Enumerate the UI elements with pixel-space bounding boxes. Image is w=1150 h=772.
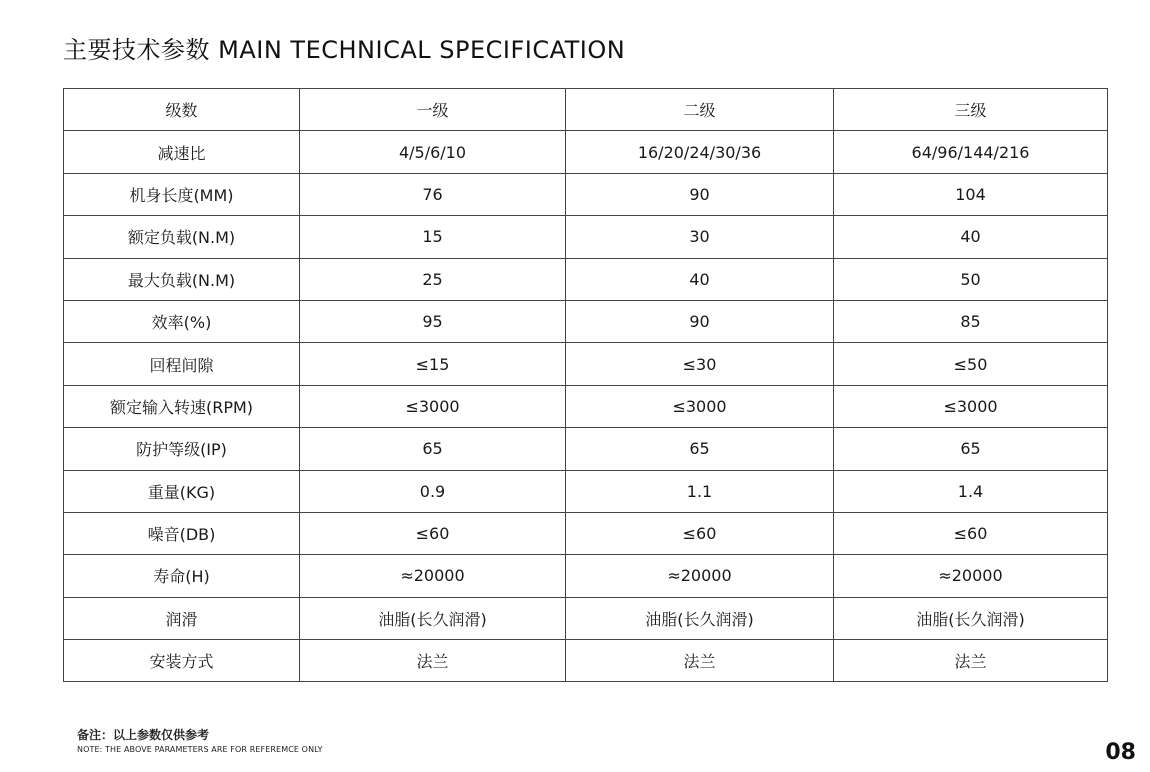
row-label: 润滑	[64, 597, 300, 639]
table-cell: ≤30	[566, 343, 834, 385]
table-cell: 16/20/24/30/36	[566, 131, 834, 173]
table-cell: 76	[300, 173, 566, 215]
table-cell: 40	[566, 258, 834, 300]
table-cell: 65	[834, 428, 1108, 470]
table-cell: 0.9	[300, 470, 566, 512]
table-row	[64, 428, 1108, 470]
row-label: 额定负载(N.M)	[64, 216, 300, 258]
row-label: 效率(%)	[64, 300, 300, 342]
row-label: 安装方式	[64, 640, 300, 682]
table-cell: 法兰	[300, 640, 566, 682]
table-row	[64, 173, 1108, 215]
table-header-row	[64, 89, 1108, 131]
row-label: 机身长度(MM)	[64, 173, 300, 215]
table-cell: ≤15	[300, 343, 566, 385]
table-cell: 油脂(长久润滑)	[834, 597, 1108, 639]
table-cell: ≤3000	[300, 385, 566, 427]
table-row	[64, 258, 1108, 300]
table-cell: 65	[300, 428, 566, 470]
table-cell: ≤60	[834, 512, 1108, 554]
table-cell: ≈20000	[834, 555, 1108, 597]
page-title: 主要技术参数 MAIN TECHNICAL SPECIFICATION	[63, 36, 626, 64]
spec-table	[63, 88, 1108, 682]
header-cell-stage-2: 二级	[566, 89, 834, 131]
table-cell: 油脂(长久润滑)	[566, 597, 834, 639]
table-row	[64, 555, 1108, 597]
table-row	[64, 131, 1108, 173]
note-chinese: 备注：以上参数仅供参考	[77, 728, 210, 742]
header-cell-stage-1: 一级	[300, 89, 566, 131]
table-cell: ≤3000	[834, 385, 1108, 427]
table-cell: 40	[834, 216, 1108, 258]
row-label: 重量(KG)	[64, 470, 300, 512]
table-row	[64, 385, 1108, 427]
row-label: 最大负载(N.M)	[64, 258, 300, 300]
table-cell: 30	[566, 216, 834, 258]
table-row	[64, 470, 1108, 512]
table-cell: 25	[300, 258, 566, 300]
table-cell: 104	[834, 173, 1108, 215]
row-label: 防护等级(IP)	[64, 428, 300, 470]
table-row	[64, 597, 1108, 639]
header-cell-stage-3: 三级	[834, 89, 1108, 131]
table-cell: ≈20000	[566, 555, 834, 597]
row-label: 噪音(DB)	[64, 512, 300, 554]
table-cell: 95	[300, 300, 566, 342]
table-row	[64, 640, 1108, 682]
table-cell: 90	[566, 173, 834, 215]
table-cell: 15	[300, 216, 566, 258]
table-cell: ≤60	[300, 512, 566, 554]
table-cell: 85	[834, 300, 1108, 342]
page-number: 08	[1105, 740, 1136, 765]
row-label: 额定输入转速(RPM)	[64, 385, 300, 427]
table-cell: 法兰	[834, 640, 1108, 682]
row-label: 回程间隙	[64, 343, 300, 385]
row-label: 寿命(H)	[64, 555, 300, 597]
row-label: 减速比	[64, 131, 300, 173]
table-cell: 4/5/6/10	[300, 131, 566, 173]
table-cell: ≤3000	[566, 385, 834, 427]
table-cell: 1.1	[566, 470, 834, 512]
table-cell: ≈20000	[300, 555, 566, 597]
table-row	[64, 343, 1108, 385]
table-row	[64, 512, 1108, 554]
table-cell: ≤60	[566, 512, 834, 554]
table-cell: 64/96/144/216	[834, 131, 1108, 173]
table-cell: 90	[566, 300, 834, 342]
table-cell: 65	[566, 428, 834, 470]
header-cell-stage: 级数	[64, 89, 300, 131]
table-cell: ≤50	[834, 343, 1108, 385]
table-row	[64, 300, 1108, 342]
table-cell: 50	[834, 258, 1108, 300]
table-row	[64, 216, 1108, 258]
note-english: NOTE: THE ABOVE PARAMETERS ARE FOR REFEREMCE ONLY	[77, 745, 323, 754]
table-cell: 油脂(长久润滑)	[300, 597, 566, 639]
table-cell: 1.4	[834, 470, 1108, 512]
table-cell: 法兰	[566, 640, 834, 682]
